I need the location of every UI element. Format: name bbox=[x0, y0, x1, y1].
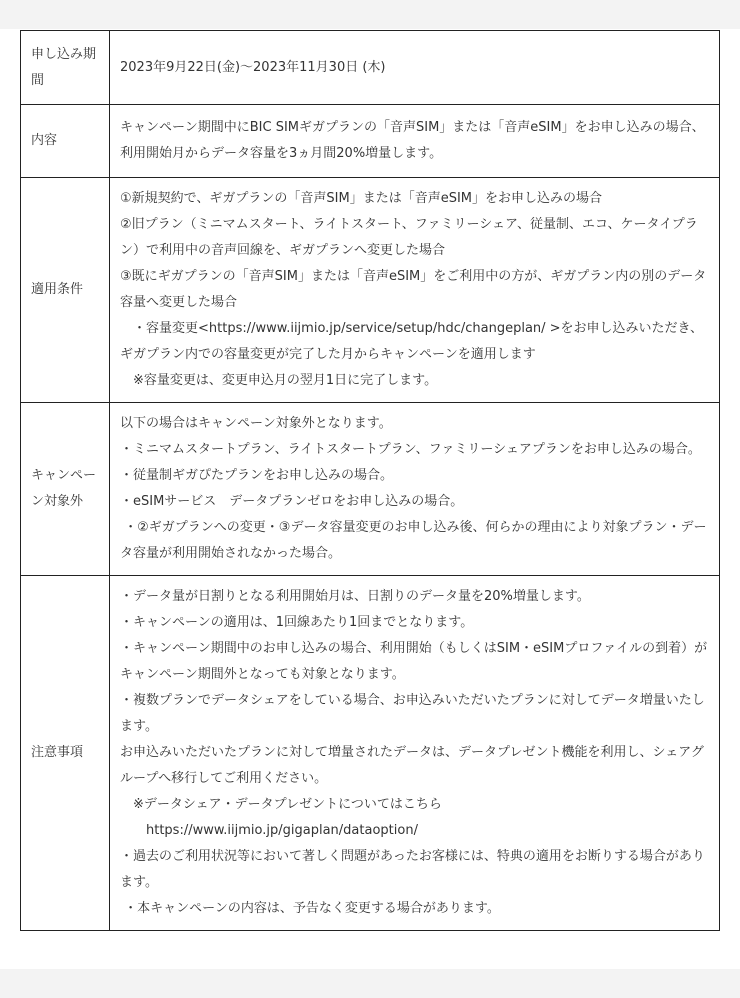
row-label: 適用条件 bbox=[21, 178, 110, 403]
content-line: ※容量変更は、変更申込月の翌月1日に完了します。 bbox=[120, 373, 438, 388]
content-line: ・キャンペーン期間中のお申し込みの場合、利用開始（もしくはSIM・eSIMプロファイルの到着）がキャンペーン期間外となっても対象となります。 bbox=[120, 641, 708, 682]
content-line: ②旧プラン（ミニマムスタート、ライトスタート、ファミリーシェア、従量制、エコ、ケータイプラン）で利用中の音声回線を、ギガプランへ変更した場合 bbox=[120, 217, 698, 258]
content-line: ・複数プランでデータシェアをしている場合、お申込みいただいたプランに対してデータ増量いたします。 bbox=[120, 693, 705, 734]
content-line: ・キャンペーンの適用は、1回線あたり1回までとなります。 bbox=[120, 615, 474, 630]
table-row-eligibility bbox=[21, 178, 720, 403]
table-row-application-period bbox=[21, 31, 720, 105]
content-line: キャンペーン期間中にBIC SIMギガプランの「音声SIM」または「音声eSIM」をお申し込みの場合、利用開始月からデータ容量を3ヵ月間20%増量します。 bbox=[120, 120, 705, 161]
row-content bbox=[110, 105, 720, 178]
content-line: ・②ギガプランへの変更・③データ容量変更のお申し込み後、何らかの理由により対象プラン・データ容量が利用開始されなかった場合。 bbox=[120, 520, 707, 561]
content-line: https://www.iijmio.jp/gigaplan/dataoption/ bbox=[120, 823, 418, 838]
table-row-notes bbox=[21, 576, 720, 931]
content-line: 以下の場合はキャンペーン対象外となります。 bbox=[120, 416, 392, 431]
row-content bbox=[110, 403, 720, 576]
content-line: ③既にギガプランの「音声SIM」または「音声eSIM」をご利用中の方が、ギガプラン内の別のデータ容量へ変更した場合 bbox=[120, 269, 707, 310]
content-line: 2023年9月22日(金)～2023年11月30日 (木) bbox=[120, 59, 386, 75]
row-content bbox=[110, 178, 720, 403]
content-line: ・容量変更<https://www.iijmio.jp/service/setup/hdc/changeplan/ >をお申し込みいただき、ギガプラン内での容量変更が完了した月からキャンペーンを適用します bbox=[120, 321, 704, 362]
table-row-exclusions bbox=[21, 403, 720, 576]
campaign-terms-table bbox=[20, 30, 720, 931]
content-line: ※データシェア・データプレゼントについてはこちら bbox=[120, 797, 442, 812]
content-line: ・eSIMサービス データプランゼロをお申し込みの場合。 bbox=[120, 494, 464, 509]
row-label: キャンペーン対象外 bbox=[21, 403, 110, 576]
row-content bbox=[110, 31, 720, 105]
content-line: お申込みいただいたプランに対して増量されたデータは、データプレゼント機能を利用し、シェアグループへ移行してご利用ください。 bbox=[120, 745, 704, 786]
content-line: ・過去のご利用状況等において著しく問題があったお客様には、特典の適用をお断りする場合があります。 bbox=[120, 849, 705, 890]
row-label: 注意事項 bbox=[21, 576, 110, 931]
content-line: ・本キャンペーンの内容は、予告なく変更する場合があります。 bbox=[120, 901, 500, 916]
row-content bbox=[110, 576, 720, 931]
content-line: ・ミニマムスタートプラン、ライトスタートプラン、ファミリーシェアプランをお申し込みの場合。 bbox=[120, 442, 701, 457]
content-line: ・従量制ギガぴたプランをお申し込みの場合。 bbox=[120, 468, 394, 483]
table-row-details bbox=[21, 105, 720, 178]
content-line: ・データ量が日割りとなる利用開始月は、日割りのデータ量を20%増量します。 bbox=[120, 589, 590, 604]
document-page bbox=[0, 29, 740, 969]
row-label: 申し込み期間 bbox=[21, 31, 110, 105]
content-line: ①新規契約で、ギガプランの「音声SIM」または「音声eSIM」をお申し込みの場合 bbox=[120, 191, 602, 206]
row-label: 内容 bbox=[21, 105, 110, 178]
